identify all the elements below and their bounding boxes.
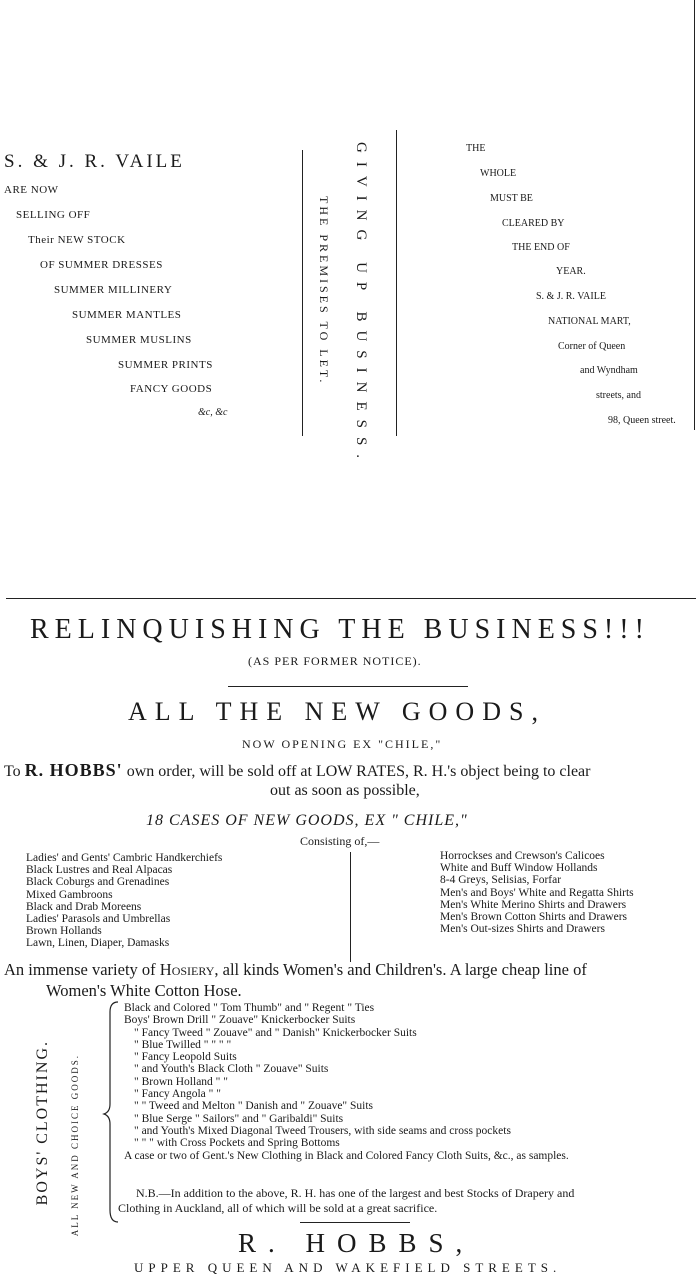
- boys-item: " Brown Holland " ": [134, 1075, 228, 1088]
- vaile-line: FANCY GOODS: [130, 383, 213, 395]
- intro-line: [4, 760, 590, 781]
- rule: [228, 686, 468, 687]
- list-divider: [350, 852, 351, 962]
- vaile-right-line: and Wyndham: [580, 365, 638, 376]
- list-item: 8-4 Greys, Selisias, Forfar: [440, 874, 562, 887]
- nb-line-1: N.B.—In addition to the above, R. H. has one of the largest and best Stocks of Drapery and: [136, 1186, 575, 1200]
- vaile-right-line: THE END OF: [512, 242, 570, 253]
- list-item: Men's Brown Cotton Shirts and Drawers: [440, 911, 628, 924]
- vaile-line: Their NEW STOCK: [28, 234, 126, 246]
- boys-item: Boys' Brown Drill " Zouave" Knickerbocker Suits: [124, 1014, 356, 1027]
- vaile-right-line: 98, Queen street.: [608, 415, 676, 426]
- vaile-right-line: CLEARED BY: [502, 218, 565, 229]
- vaile-right-line: WHOLE: [480, 168, 517, 179]
- boys-items: [124, 1002, 569, 1162]
- vaile-right-line: NATIONAL MART,: [548, 316, 631, 327]
- boys-item: " Blue Twilled " " " ": [134, 1038, 232, 1051]
- signature: R. HOBBS,: [238, 1228, 475, 1258]
- immense-variety-line: [4, 960, 587, 980]
- vaile-premises-to-let: THE PREMISES TO LET.: [317, 196, 331, 386]
- list-item: Horrockses and Crewson's Calicoes: [440, 850, 605, 862]
- column-edge-rule: [694, 0, 695, 430]
- hosiery-word: Hosiery,: [159, 960, 219, 979]
- intro-line-2: out as soon as possible,: [270, 782, 420, 799]
- vaile-divider: [302, 150, 303, 436]
- vaile-line: SUMMER MILLINERY: [54, 284, 173, 296]
- list-item: White and Buff Window Hollands: [440, 862, 598, 875]
- now-opening: NOW OPENING EX "CHILE,": [242, 737, 443, 751]
- vaile-right-line: THE: [466, 143, 486, 154]
- vaile-right-line: Corner of Queen: [558, 341, 626, 352]
- vaile-line: SUMMER PRINTS: [118, 359, 213, 371]
- vaile-right-line: S. & J. R. VAILE: [536, 291, 606, 302]
- boys-item: " Blue Serge " Sailors" and " Garibaldi" Suits: [134, 1112, 344, 1125]
- vaile-line: SELLING OFF: [16, 209, 91, 221]
- section-divider: [6, 598, 696, 599]
- rule: [300, 1222, 410, 1223]
- list-item: Mixed Gambroons: [26, 888, 113, 901]
- intro-lead: To: [4, 763, 25, 780]
- vaile-line: SUMMER MANTLES: [72, 309, 182, 321]
- vaile-divider: [396, 130, 397, 436]
- goods-list-right: [440, 850, 634, 935]
- boys-item: " " Tweed and Melton " Danish and " Zouave" Suits: [134, 1100, 374, 1113]
- list-item: Men's White Merino Shirts and Drawers: [440, 898, 627, 911]
- intro-name: R. HOBBS': [24, 760, 123, 780]
- consisting-of: Consisting of,—: [300, 834, 380, 848]
- boys-item: " and Youth's Mixed Diagonal Tweed Trousers, with side seams and cross pockets: [134, 1124, 511, 1137]
- boys-item: " " " with Cross Pockets and Spring Bottoms: [134, 1137, 340, 1150]
- choice-goods-label: ALL NEW AND CHOICE GOODS.: [70, 1054, 80, 1237]
- vaile-right-line: YEAR.: [556, 266, 586, 277]
- list-item: Lawn, Linen, Diaper, Damasks: [26, 937, 170, 950]
- list-item: Men's Out-sizes Shirts and Drawers: [440, 923, 605, 936]
- boys-item: Black and Colored " Tom Thumb" and " Regent " Ties: [124, 1002, 375, 1014]
- list-item: Ladies' Parasols and Umbrellas: [26, 913, 171, 926]
- headline: RELINQUISHING THE BUSINESS!!!: [30, 614, 650, 645]
- intro-low-rates: LOW RATES,: [315, 763, 409, 780]
- vaile-title: S. & J. R. VAILE: [4, 151, 185, 172]
- vaile-line: OF SUMMER DRESSES: [40, 259, 163, 271]
- nb-line-2: Clothing in Auckland, all of which will be sold at a great sacrifice.: [118, 1201, 438, 1215]
- goods-list-left: [26, 852, 222, 950]
- boys-item: " and Youth's Black Cloth " Zouave" Suits: [134, 1063, 329, 1076]
- list-item: Black Coburgs and Grenadines: [26, 876, 170, 889]
- immense-variety-line-2: Women's White Cotton Hose.: [46, 981, 242, 1000]
- list-item: Ladies' and Gents' Cambric Handkerchiefs: [26, 852, 223, 864]
- cases-line: 18 CASES OF NEW GOODS, EX " CHILE,": [146, 812, 468, 829]
- list-item: Black Lustres and Real Alpacas: [26, 864, 173, 877]
- vaile-line: ARE NOW: [4, 184, 59, 196]
- boys-item: A case or two of Gent.'s New Clothing in Black and Colored Fancy Cloth Suits, &c., as samples.: [124, 1149, 569, 1162]
- immense-b: all kinds Women's and Children's. A large cheap line of: [218, 960, 587, 979]
- notice-line: (AS PER FORMER NOTICE).: [248, 654, 422, 668]
- vaile-right-line: MUST BE: [490, 193, 533, 204]
- vaile-line: SUMMER MUSLINS: [86, 334, 192, 346]
- list-item: Men's and Boys' White and Regatta Shirts: [440, 886, 634, 899]
- vaile-right-line: streets, and: [596, 390, 641, 401]
- intro-end: R. H.'s object being to clear: [408, 763, 591, 780]
- vaile-giving-up-business: GIVING UP BUSINESS.: [353, 142, 369, 468]
- vaile-line: &c, &c: [198, 407, 228, 418]
- intro-mid: own order, will be sold off at: [122, 763, 316, 780]
- all-new-goods: ALL THE NEW GOODS,: [128, 697, 546, 726]
- list-item: Brown Hollands: [26, 925, 102, 938]
- boys-item: " Fancy Leopold Suits: [134, 1051, 237, 1064]
- boys-item: " Fancy Tweed " Zouave" and " Danish" Knickerbocker Suits: [134, 1026, 417, 1039]
- curly-brace: [102, 1000, 120, 1224]
- address: UPPER QUEEN AND WAKEFIELD STREETS.: [134, 1260, 562, 1275]
- boys-clothing-label: BOYS' CLOTHING.: [34, 1040, 51, 1206]
- list-item: Black and Drab Moreens: [26, 900, 142, 913]
- immense-a: An immense variety of: [4, 960, 160, 979]
- boys-item: " Fancy Angola " ": [134, 1088, 221, 1101]
